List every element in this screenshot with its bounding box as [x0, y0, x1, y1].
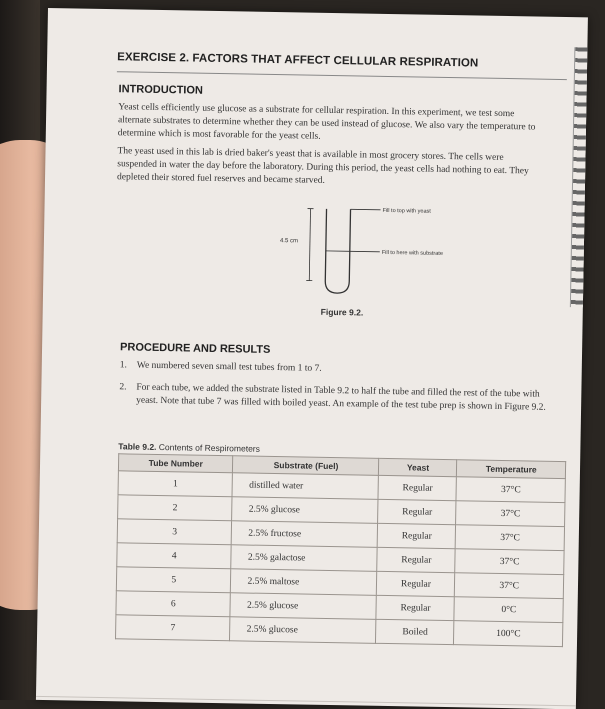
header-temperature: Temperature	[457, 460, 566, 479]
cell-yeast: Regular	[378, 499, 456, 524]
cell-tube-number: 3	[117, 519, 232, 545]
cell-yeast: Regular	[376, 595, 454, 620]
step-text: We numbered seven small test tubes from 1 to 7.	[137, 360, 562, 380]
step-number: 1.	[120, 359, 127, 372]
table-caption-label: Table 9.2.	[118, 441, 156, 452]
cell-yeast: Regular	[378, 475, 456, 500]
cell-substrate: 2.5% galactose	[231, 545, 377, 572]
header-yeast: Yeast	[379, 458, 457, 476]
cell-tube-number: 1	[118, 471, 233, 497]
introduction-paragraph-1: Yeast cells efficiently use glucose as a substrate for cellular respiration. In this experiment, we test some alternate substrates to determine whether they can be used instead of glucose. We also vary the temperature to determine which is most favorable for the yeast cells.	[118, 101, 539, 147]
cell-tube-number: 2	[118, 495, 233, 521]
cell-substrate: 2.5% maltose	[231, 569, 377, 596]
cell-yeast: Regular	[377, 571, 455, 596]
cell-tube-number: 4	[117, 543, 232, 569]
leader-top	[351, 209, 381, 210]
cell-yeast: Regular	[378, 523, 456, 548]
procedure-heading: PROCEDURE AND RESULTS	[120, 341, 271, 356]
step-number: 2.	[119, 381, 126, 394]
test-tube-figure	[239, 199, 481, 303]
procedure-step-2	[119, 381, 559, 389]
procedure-step-1	[120, 359, 560, 367]
cell-substrate: distilled water	[232, 473, 378, 500]
cell-yeast: Boiled	[376, 619, 454, 644]
step-text: For each tube, we added the substrate listed in Table 9.2 to half the tube and filled the rest of the tube with yeast. Note that tube 7 was filled with boiled yeast. An example of the test tube prep is shown in Figure 9.2.	[136, 382, 561, 415]
cell-temperature: 37°C	[456, 501, 565, 527]
table-caption	[118, 441, 260, 453]
size-label: 4.5 cm	[280, 238, 298, 244]
cell-temperature: 0°C	[454, 597, 563, 623]
document-page	[36, 8, 588, 709]
header-substrate: Substrate (Fuel)	[233, 456, 379, 476]
size-bracket	[309, 209, 310, 281]
cell-temperature: 37°C	[456, 477, 565, 503]
cell-temperature: 37°C	[455, 573, 564, 599]
cell-tube-number: 5	[116, 567, 231, 593]
exercise-title: EXERCISE 2. FACTORS THAT AFFECT CELLULAR RESPIRATION	[117, 51, 478, 69]
label-fill-yeast: Fill to top with yeast	[382, 208, 431, 215]
cell-yeast: Regular	[377, 547, 455, 572]
title-divider	[117, 71, 567, 80]
cell-substrate: 2.5% glucose	[230, 617, 376, 644]
introduction-heading: INTRODUCTION	[118, 83, 203, 96]
bottom-divider	[36, 696, 576, 706]
header-tube-number: Tube Number	[118, 454, 233, 473]
spiral-binding	[570, 47, 588, 307]
respirometer-table	[115, 453, 566, 647]
cell-temperature: 37°C	[455, 549, 564, 575]
cell-tube-number: 7	[116, 615, 231, 641]
cell-substrate: 2.5% fructose	[232, 521, 378, 548]
cell-temperature: 100°C	[454, 621, 563, 647]
leader-mid	[350, 251, 380, 252]
cell-tube-number: 6	[116, 591, 231, 617]
figure-caption: Figure 9.2.	[321, 307, 364, 318]
label-fill-substrate: Fill to here with substrate	[382, 250, 443, 257]
cell-temperature: 37°C	[456, 525, 565, 551]
table-caption-text: Contents of Respirometers	[159, 442, 260, 454]
introduction-paragraph-2: The yeast used in this lab is dried baker's yeast that is available in most grocery stores. The cells were suspended in water the day before the laboratory. During this period, the yeast cells had nothing to eat. They depleted their stored fuel reserves and became starved.	[117, 145, 538, 191]
cell-substrate: 2.5% glucose	[230, 593, 376, 620]
cell-substrate: 2.5% glucose	[232, 497, 378, 524]
